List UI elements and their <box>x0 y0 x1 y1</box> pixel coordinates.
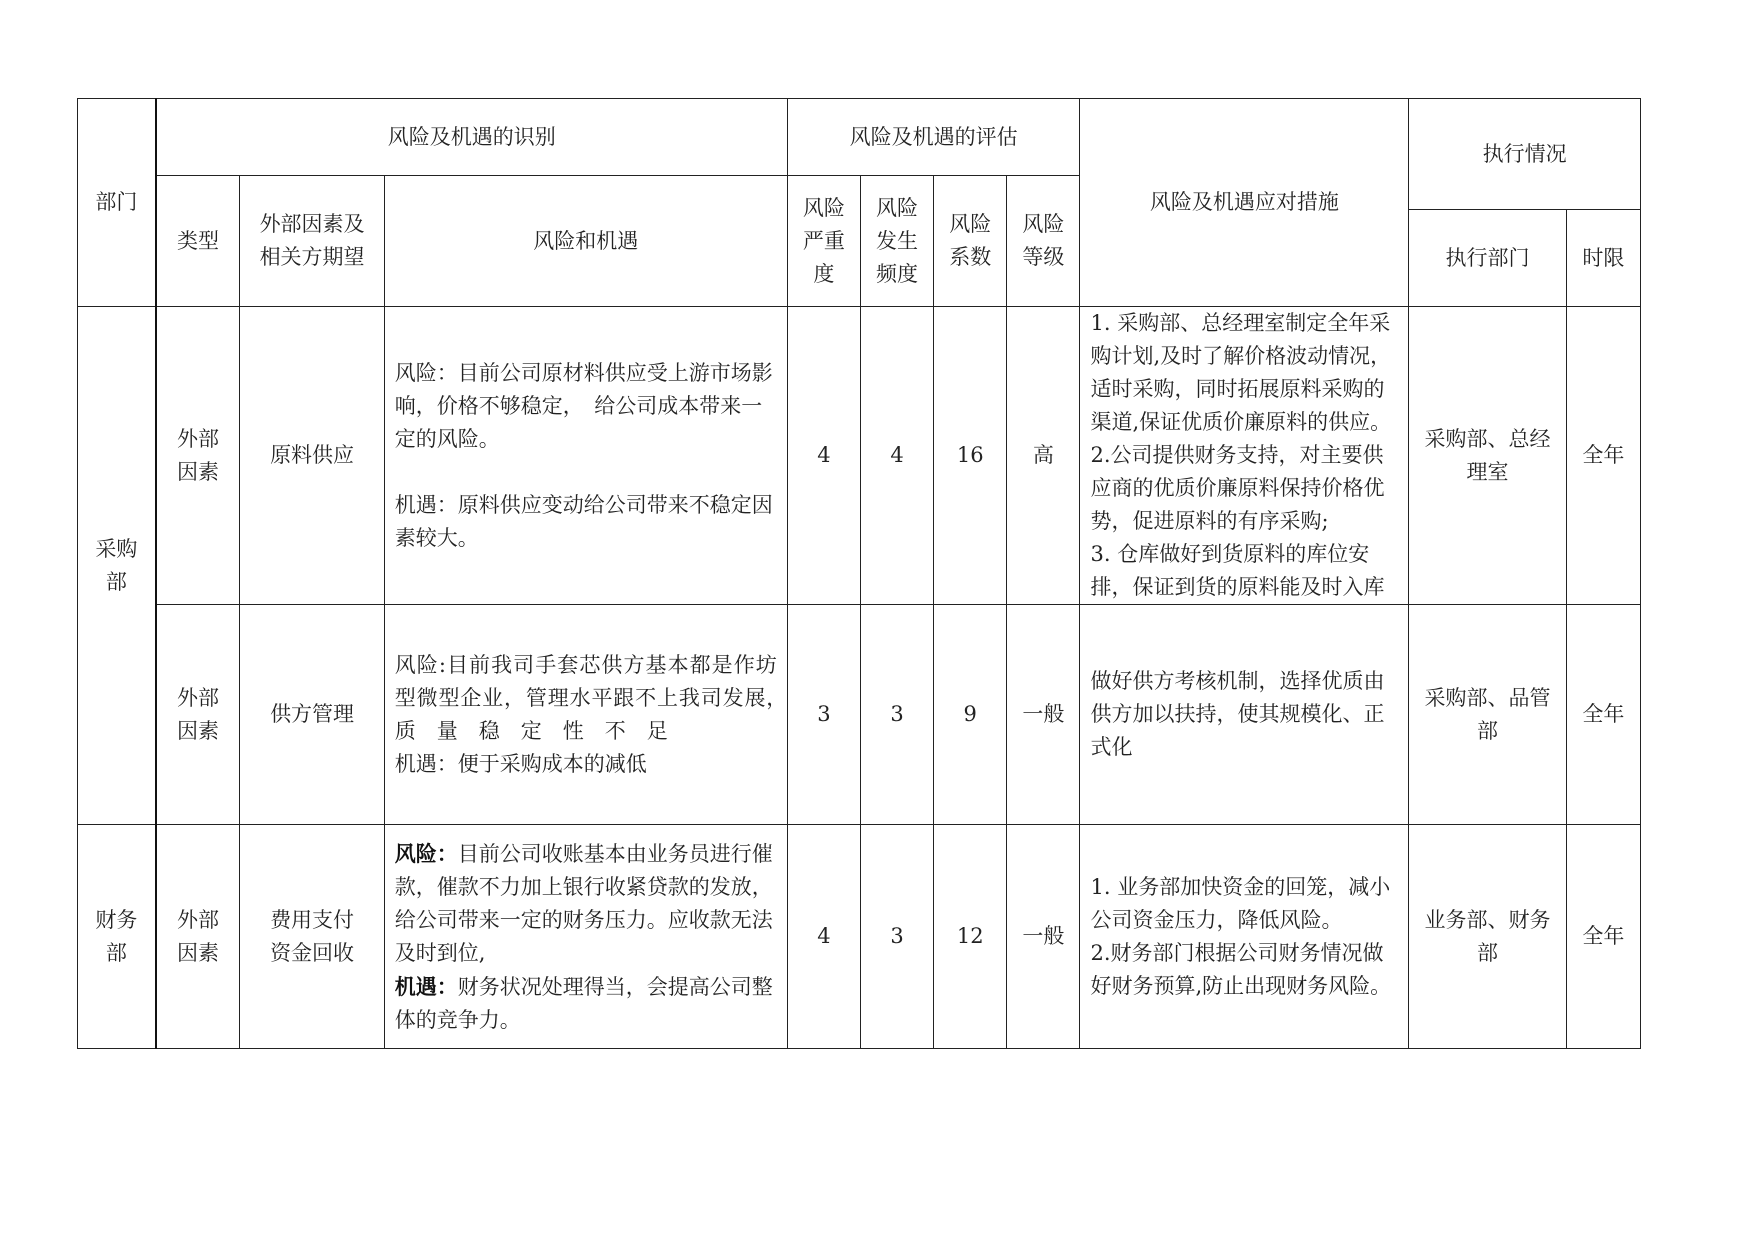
header-dept: 部门 <box>78 99 156 307</box>
exec-dept-cell: 业务部、财务 部 <box>1409 825 1566 1049</box>
coefficient-cell: 12 <box>934 825 1007 1049</box>
header-severity: 风险 严重 度 <box>787 176 860 307</box>
level-cell: 高 <box>1007 307 1080 605</box>
header-identify: 风险及机遇的识别 <box>156 99 788 176</box>
deadline-cell: 全年 <box>1566 307 1640 605</box>
header-row-1 <box>78 99 1641 176</box>
risk-text: 风险：目前公司收账基本由业务员进行催款，催款不力加上银行收紧贷款的发放，给公司带来一定的财务压力。应收款无法及时到位, <box>394 840 773 965</box>
risk-opportunity-cell <box>384 825 787 1049</box>
header-type: 类型 <box>156 176 240 307</box>
coefficient-cell: 9 <box>934 605 1007 825</box>
type-cell: 外部 因素 <box>156 307 240 605</box>
dept-cell: 采购 部 <box>78 307 156 825</box>
level-cell: 一般 <box>1007 605 1080 825</box>
table-row <box>78 605 1641 825</box>
exec-dept-cell: 采购部、品管 部 <box>1409 605 1566 825</box>
measures-cell: 做好供方考核机制，选择优质由供方加以扶持，使其规模化、正式化 <box>1080 605 1409 825</box>
opportunity-text: 机遇：原料供应变动给公司带来不稳定因素较大。 <box>394 492 773 550</box>
level-cell: 一般 <box>1007 825 1080 1049</box>
opportunity-text: 机遇：财务状况处理得当，会提高公司整体的竞争力。 <box>394 973 773 1032</box>
exec-dept-cell: 采购部、总经 理室 <box>1409 307 1566 605</box>
dept-cell: 财务 部 <box>78 825 156 1049</box>
opportunity-label: 机遇： <box>394 973 458 999</box>
factor-cell: 原料供应 <box>240 307 384 605</box>
opportunity-text: 机遇：便于采购成本的减低 <box>394 751 647 776</box>
severity-cell: 3 <box>787 605 860 825</box>
measures-cell: 1. 采购部、总经理室制定全年采购计划,及时了解价格波动情况，适时采购，同时拓展原料采购的渠道,保证优质价廉原料的供应。 2.公司提供财务支持，对主要供应商的优质价廉原料保持价格优势，促进原料的有序采购; 3. 仓库做好到货原料的库位安排，保证到货的原料能及时入库 <box>1080 307 1409 605</box>
header-risk-opportunity: 风险和机遇 <box>384 176 787 307</box>
header-measures: 风险及机遇应对措施 <box>1080 99 1409 307</box>
header-exec-dept: 执行部门 <box>1409 210 1566 307</box>
deadline-cell: 全年 <box>1566 605 1640 825</box>
header-level: 风险 等级 <box>1007 176 1080 307</box>
risk-opportunity-cell <box>384 605 798 825</box>
risk-opportunity-table <box>77 98 1641 1049</box>
severity-cell: 4 <box>787 825 860 1049</box>
risk-label: 风险： <box>394 840 458 866</box>
table-row <box>78 825 1641 1049</box>
severity-cell: 4 <box>787 307 860 605</box>
risk-text: 风险：目前公司原材料供应受上游市场影响，价格不够稳定， 给公司成本带来一定的风险。 <box>394 360 773 451</box>
type-cell: 外部 因素 <box>156 605 240 825</box>
header-execution: 执行情况 <box>1409 99 1641 210</box>
header-frequency: 风险 发生 频度 <box>860 176 933 307</box>
risk-opportunity-cell <box>384 307 787 605</box>
factor-cell: 费用支付 资金回收 <box>240 825 384 1049</box>
type-cell: 外部 因素 <box>156 825 240 1049</box>
header-evaluate: 风险及机遇的评估 <box>787 99 1080 176</box>
frequency-cell: 3 <box>860 825 933 1049</box>
header-external-factor: 外部因素及 相关方期望 <box>240 176 384 307</box>
risk-text: 风险:目前我司手套芯供方基本都是作坊型微型企业，管理水平跟不上我司发展， 质 量 稳 定 性 不 足 <box>394 652 798 743</box>
header-deadline: 时限 <box>1566 210 1640 307</box>
deadline-cell: 全年 <box>1566 825 1640 1049</box>
factor-cell: 供方管理 <box>240 605 384 825</box>
coefficient-cell: 16 <box>934 307 1007 605</box>
measures-cell: 1. 业务部加快资金的回笼，减小公司资金压力，降低风险。 2.财务部门根据公司财务情况做好财务预算,防止出现财务风险。 <box>1080 825 1409 1049</box>
frequency-cell: 3 <box>860 605 933 825</box>
table-row <box>78 307 1641 605</box>
header-coefficient: 风险 系数 <box>934 176 1007 307</box>
frequency-cell: 4 <box>860 307 933 605</box>
